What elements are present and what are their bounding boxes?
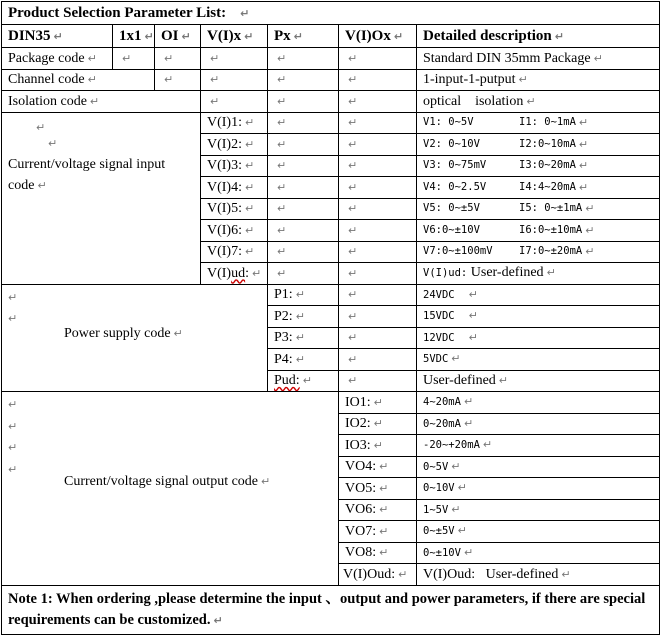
header-vix: V(I)x ↵ bbox=[201, 25, 268, 48]
output-desc-6: 1~5V ↵ bbox=[417, 499, 660, 521]
input-desc-7: V7:0~±100mV I7:0~±20mA ↵ bbox=[417, 241, 660, 263]
output-code-4: VO4: ↵ bbox=[339, 456, 417, 478]
ordering-note: Note 1: When ordering ,please determine the input 、output and power parameters, if there are special requirements can be customized. ↵ bbox=[2, 585, 660, 634]
output-code-8: VO8: ↵ bbox=[339, 542, 417, 564]
header-1x1: 1x1 ↵ bbox=[113, 25, 155, 48]
power-code-1: P1: ↵ bbox=[268, 284, 339, 306]
input-code-7: V(I)7: ↵ bbox=[201, 241, 268, 263]
input-code-4: V(I)4: ↵ bbox=[201, 177, 268, 199]
output-desc-7: 0~±5V ↵ bbox=[417, 521, 660, 543]
input-desc-3: V3: 0~75mV I3:0~20mA ↵ bbox=[417, 155, 660, 177]
power-desc-3: 12VDC ↵ bbox=[417, 327, 660, 349]
isolation-code-label: Isolation code ↵ bbox=[2, 91, 201, 113]
paragraph-mark: ↵ bbox=[240, 6, 250, 20]
input-desc-4: V4: 0~2.5V I4:4~20mA ↵ bbox=[417, 177, 660, 199]
output-code-5: VO5: ↵ bbox=[339, 478, 417, 500]
input-code-2: V(I)2: ↵ bbox=[201, 134, 268, 156]
power-desc-4: 5VDC ↵ bbox=[417, 349, 660, 371]
power-desc-2: 15VDC ↵ bbox=[417, 306, 660, 328]
output-desc-1: 4~20mA ↵ bbox=[417, 392, 660, 414]
output-code-label: ↵ ↵ ↵ ↵ Current/voltage signal output code ↵ bbox=[2, 392, 339, 586]
input-code-1: V(I)1: ↵ bbox=[201, 112, 268, 134]
input-desc-1: V1: 0~5V I1: 0~1mA ↵ bbox=[417, 112, 660, 134]
power-code-ud: Pud: ↵ bbox=[268, 370, 339, 392]
isolation-code-desc: optical isolation ↵ bbox=[417, 91, 660, 113]
channel-code-desc: 1-input-1-putput ↵ bbox=[417, 69, 660, 91]
input-code-ud: V(I)ud: ↵ bbox=[201, 263, 268, 285]
table-title-cell bbox=[2, 2, 660, 25]
power-code-label: ↵ ↵ Power supply code ↵ bbox=[2, 284, 268, 392]
output-code-7: VO7: ↵ bbox=[339, 521, 417, 543]
table-title: Product Selection Parameter List: bbox=[8, 4, 227, 21]
parameter-table: Product Selection Parameter List: ↵ DIN35 ↵ 1x1 ↵ OI ↵ V(I)x ↵ Px ↵ V(I)Ox ↵ Detailed description ↵ Package code ↵ ↵ ↵ ↵ ↵ ↵ Standard DIN 35mm Package ↵ Channel code ↵ ↵ ↵ ↵ ↵ 1-input-1-putput ↵ Isolation code ↵ ↵ ↵ ↵ optical isolation ↵ ↵ ↵ Current/voltage signal input code ↵ V(I)1: ↵ ↵ ↵ V1: 0~5V I1: 0~1mA ↵ V(I)2: ↵ ↵ ↵ V2: 0~10V I2:0~10mA ↵ V(I)3: ↵ ↵ ↵ V3: 0~75mV I3:0~20mA ↵ V(I)4: ↵ ↵ ↵ V4: 0~2.5V I4:4~20mA ↵ V(I)5: ↵ ↵ ↵ V5: 0~±5V I5: 0~±1mA ↵ V(I)6: ↵ ↵ ↵ V6:0~±10V I6:0~±10mA ↵ V(I)7: ↵ ↵ ↵ V7:0~±100mV I7:0~±20mA ↵ V(I)ud: ↵ ↵ ↵ V(I)ud: User-defined ↵ ↵ ↵ Power supply code ↵ P1: ↵ ↵ 24VDC ↵ P2: ↵ ↵ 15VDC ↵ P3: ↵ ↵ 12VDC ↵ P4: ↵ ↵ 5VDC ↵ Pud: ↵ ↵ User-defined ↵ ↵ ↵ ↵ ↵ Current/voltage signal output code ↵ IO1: ↵ 4~20mA ↵ IO2: ↵ 0~20mA ↵ IO3: ↵ -20~+20mA ↵ VO4: ↵ 0~5V ↵ VO5: ↵ 0~10V ↵ VO6: ↵ 1~5V ↵ VO7: ↵ 0~±5V ↵ VO8: ↵ 0~±10V ↵ V(I)Oud: ↵ V(I)Oud: User-defined ↵ Note 1: When ordering ,please determine the input 、output and power parameters, if there are special requirements can be customized. ↵ bbox=[1, 1, 660, 635]
header-model: DIN35 ↵ bbox=[2, 25, 113, 48]
power-code-3: P3: ↵ bbox=[268, 327, 339, 349]
input-desc-ud: V(I)ud: User-defined ↵ bbox=[417, 263, 660, 285]
power-desc-1: 24VDC ↵ bbox=[417, 284, 660, 306]
power-desc-ud: User-defined ↵ bbox=[417, 370, 660, 392]
output-desc-8: 0~±10V ↵ bbox=[417, 542, 660, 564]
input-code-label: ↵ ↵ Current/voltage signal input code ↵ bbox=[2, 112, 201, 284]
output-desc-3: -20~+20mA ↵ bbox=[417, 435, 660, 457]
input-desc-5: V5: 0~±5V I5: 0~±1mA ↵ bbox=[417, 198, 660, 220]
input-desc-2: V2: 0~10V I2:0~10mA ↵ bbox=[417, 134, 660, 156]
output-desc-4: 0~5V ↵ bbox=[417, 456, 660, 478]
input-code-3: V(I)3: ↵ bbox=[201, 155, 268, 177]
output-desc-5: 0~10V ↵ bbox=[417, 478, 660, 500]
input-code-5: V(I)5: ↵ bbox=[201, 198, 268, 220]
output-code-1: IO1: ↵ bbox=[339, 392, 417, 414]
power-code-4: P4: ↵ bbox=[268, 349, 339, 371]
header-viox: V(I)Ox ↵ bbox=[339, 25, 417, 48]
input-code-6: V(I)6: ↵ bbox=[201, 220, 268, 242]
output-desc-ud: V(I)Oud: User-defined ↵ bbox=[417, 564, 660, 586]
output-code-2: IO2: ↵ bbox=[339, 413, 417, 435]
header-oi: OI ↵ bbox=[155, 25, 201, 48]
channel-code-label: Channel code ↵ bbox=[2, 69, 155, 91]
parameter-table-frame bbox=[1, 1, 659, 632]
power-code-2: P2: ↵ bbox=[268, 306, 339, 328]
header-px: Px ↵ bbox=[268, 25, 339, 48]
package-code-desc: Standard DIN 35mm Package ↵ bbox=[417, 48, 660, 70]
package-code-label: Package code ↵ bbox=[2, 48, 113, 70]
output-code-6: VO6: ↵ bbox=[339, 499, 417, 521]
output-desc-2: 0~20mA ↵ bbox=[417, 413, 660, 435]
input-desc-6: V6:0~±10V I6:0~±10mA ↵ bbox=[417, 220, 660, 242]
output-code-3: IO3: ↵ bbox=[339, 435, 417, 457]
header-description: Detailed description ↵ bbox=[417, 25, 660, 48]
output-code-ud: V(I)Oud: ↵ bbox=[339, 564, 417, 586]
